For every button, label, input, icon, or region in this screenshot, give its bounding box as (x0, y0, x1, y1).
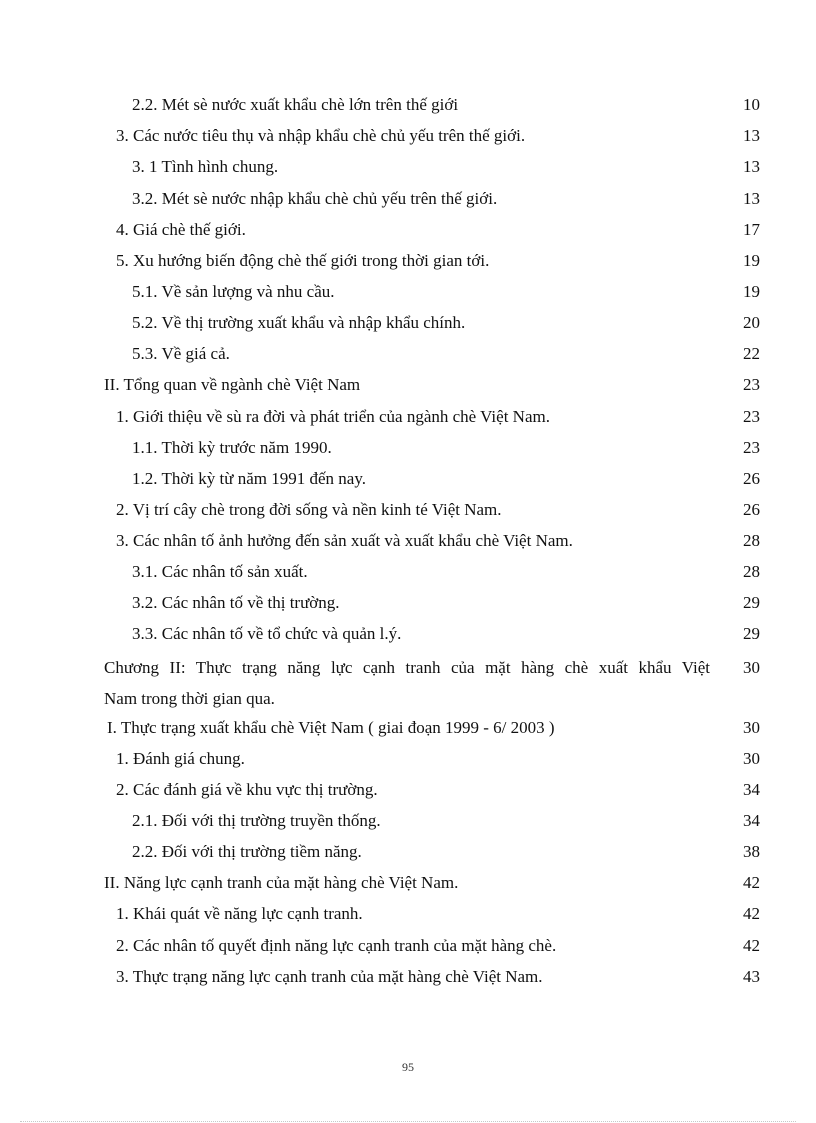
toc-entry-page: 42 (743, 936, 760, 955)
toc-entry (0, 869, 816, 897)
toc-entry (0, 371, 816, 399)
toc-entry-text: 4. Giá chè thế giới. (116, 220, 246, 239)
toc-entry (0, 278, 816, 306)
toc-entry (0, 465, 816, 493)
toc-entry-page: 13 (743, 189, 760, 208)
toc-entry-text (104, 652, 710, 714)
toc-entry (0, 932, 816, 960)
toc-entry (0, 340, 816, 368)
toc-entry-page: 30 (743, 749, 760, 768)
toc-entry-page: 28 (743, 531, 760, 550)
toc-entry-text: 5.3. Về giá cả. (132, 344, 230, 363)
toc-entry (0, 122, 816, 150)
toc-entry-page: 43 (743, 967, 760, 986)
toc-entry-text: 5. Xu hướng biến động chè thế giới trong thời gian tới. (116, 251, 490, 270)
toc-entry-page: 19 (743, 282, 760, 301)
toc-entry (0, 216, 816, 244)
toc-entry-text-line1: Chương II: Thực trạng năng lực cạnh tranh của mặt hàng chè xuất khẩu Việt (104, 658, 710, 677)
toc-entry-page: 29 (743, 593, 760, 612)
toc-entry-text: 3.3. Các nhân tố về tổ chức và quản l.ý. (132, 624, 402, 643)
toc-entry-text: II. Năng lực cạnh tranh của mặt hàng chè Việt Nam. (104, 873, 459, 892)
toc-entry-text: 3. Các nước tiêu thụ và nhập khẩu chè chủ yếu trên thế giới. (116, 126, 526, 145)
toc-entry-text: 2.2. Mét sè nước xuất khẩu chè lớn trên thế giới (132, 95, 459, 114)
page-number: 95 (402, 1060, 414, 1074)
toc-entry-page: 17 (743, 220, 760, 239)
page-bottom-divider (20, 1121, 796, 1122)
toc-entry-text: 1. Giới thiệu về sù ra đời và phát triển của ngành chè Việt Nam. (116, 407, 550, 426)
toc-entry-text: 3. 1 Tình hình chung. (132, 157, 279, 176)
toc-entry-page: 34 (743, 811, 760, 830)
toc-entry (0, 496, 816, 524)
toc-entry-text: II. Tổng quan về ngành chè Việt Nam (104, 375, 361, 394)
toc-entry-text: 3.2. Mét sè nước nhập khẩu chè chủ yếu trên thế giới. (132, 189, 498, 208)
toc-entry (0, 963, 816, 991)
toc-entry-page: 23 (743, 438, 760, 457)
toc-entry-page: 13 (743, 157, 760, 176)
toc-entry-text: 1. Đánh giá chung. (116, 749, 245, 768)
toc-entry-chapter (0, 652, 816, 714)
toc-entry (0, 434, 816, 462)
toc-entry (0, 558, 816, 586)
toc-entry-page: 19 (743, 251, 760, 270)
toc-entry-text: I. Thực trạng xuất khẩu chè Việt Nam ( giai đoạn 1999 - 6/ 2003 ) (107, 718, 555, 737)
toc-entry (0, 91, 816, 119)
toc-entry-text: 1. Khái quát về năng lực cạnh tranh. (116, 904, 363, 923)
toc-entry-page: 34 (743, 780, 760, 799)
toc-entry-text: 1.2. Thời kỳ từ năm 1991 đến nay. (132, 469, 366, 488)
toc-entry-page: 30 (743, 658, 760, 677)
toc-entry-text-line2: Nam trong thời gian qua. (104, 689, 275, 708)
toc-entry-page: 30 (743, 718, 760, 737)
toc-entry-page: 26 (743, 500, 760, 519)
toc-entry (0, 185, 816, 213)
toc-entry-text: 2.1. Đối với thị trường truyền thống. (132, 811, 381, 830)
toc-entry-text: 3.2. Các nhân tố về thị trường. (132, 593, 340, 612)
toc-entry-page: 13 (743, 126, 760, 145)
toc-entry-page: 23 (743, 375, 760, 394)
toc-entry (0, 900, 816, 928)
toc-entry (0, 714, 816, 742)
toc-entry (0, 247, 816, 275)
toc-entry (0, 403, 816, 431)
toc-entry-page: 20 (743, 313, 760, 332)
toc-entry-page: 42 (743, 904, 760, 923)
toc-entry (0, 776, 816, 804)
toc-entry-text: 2.2. Đối với thị trường tiềm năng. (132, 842, 362, 861)
toc-entry-page: 23 (743, 407, 760, 426)
toc-entry (0, 807, 816, 835)
toc-entry-text: 3. Thực trạng năng lực cạnh tranh của mặt hàng chè Việt Nam. (116, 967, 543, 986)
toc-entry-text: 3.1. Các nhân tố sản xuất. (132, 562, 308, 581)
toc-entry-page: 29 (743, 624, 760, 643)
toc-entry-text: 2. Các đánh giá về khu vực thị trường. (116, 780, 378, 799)
toc-entry (0, 838, 816, 866)
toc-entry (0, 527, 816, 555)
toc-entry-text: 2. Các nhân tố quyết định năng lực cạnh tranh của mặt hàng chè. (116, 936, 557, 955)
toc-entry-page: 42 (743, 873, 760, 892)
toc-entry-page: 10 (743, 95, 760, 114)
toc-entry-text: 1.1. Thời kỳ trước năm 1990. (132, 438, 332, 457)
toc-entry-text: 5.2. Về thị trường xuất khẩu và nhập khẩu chính. (132, 313, 466, 332)
toc-entry (0, 309, 816, 337)
toc-entry (0, 589, 816, 617)
toc-entry-text: 5.1. Về sản lượng và nhu cầu. (132, 282, 335, 301)
toc-entry-page: 28 (743, 562, 760, 581)
toc-entry (0, 620, 816, 648)
toc-entry-text: 2. Vị trí cây chè trong đời sống và nền kinh té Việt Nam. (116, 500, 502, 519)
toc-entry (0, 745, 816, 773)
toc-entry (0, 153, 816, 181)
toc-entry-text: 3. Các nhân tố ảnh hưởng đến sản xuất và xuất khẩu chè Việt Nam. (116, 531, 573, 550)
toc-entry-page: 22 (743, 344, 760, 363)
toc-entry-page: 38 (743, 842, 760, 861)
toc-entry-page: 26 (743, 469, 760, 488)
